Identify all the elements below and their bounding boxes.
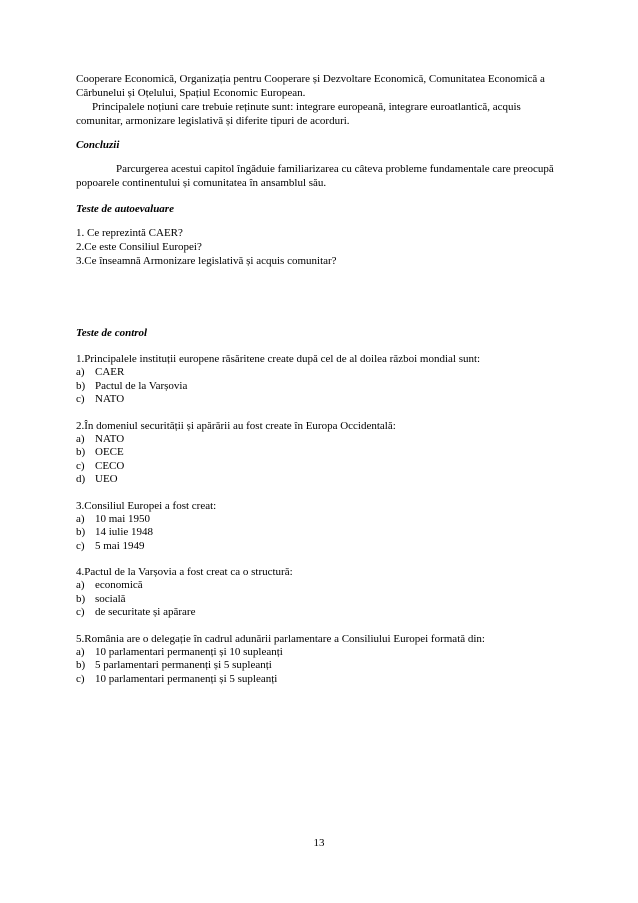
option-item bbox=[76, 593, 566, 607]
page-number: 13 bbox=[313, 837, 325, 849]
option-letter: b) bbox=[76, 592, 86, 605]
option-item bbox=[76, 606, 566, 620]
option-text: 5 parlamentari permanenți și 5 supleanți bbox=[95, 659, 272, 671]
option-text: socială bbox=[95, 592, 126, 605]
conclusions-heading: Concluzii bbox=[76, 139, 120, 151]
document-page bbox=[76, 72, 566, 686]
self-test-item: 3.Ce înseamnă Armonizare legislativă și acquis comunitar? bbox=[76, 255, 337, 267]
option-letter: c) bbox=[76, 606, 85, 618]
option-text: 10 parlamentari permanenți și 10 supleanți bbox=[95, 645, 283, 658]
option-text: NATO bbox=[95, 393, 125, 405]
question-text: 4.Pactul de la Varșovia a fost creat ca o structură: bbox=[76, 566, 293, 578]
option-item bbox=[76, 526, 566, 540]
self-test-item: 1. Ce reprezintă CAER? bbox=[76, 227, 183, 239]
key-notions-paragraph: Principalele noțiuni care trebuie reținute sunt: integrare europeană, integrare euroatlantică, acquis comunitar, armonizare legislativă și diferite tipuri de acorduri. bbox=[76, 101, 521, 127]
options-list bbox=[76, 579, 566, 620]
option-item bbox=[76, 540, 566, 554]
option-text: UEO bbox=[95, 473, 118, 485]
option-letter: c) bbox=[76, 672, 85, 685]
intro-paragraph: Cooperare Economică, Organizația pentru Cooperare și Dezvoltare Economică, Comunitatea Economică a Cărbunelui și Oțelului, Spațiul Economic European. bbox=[76, 73, 545, 99]
option-item bbox=[76, 579, 566, 593]
option-letter: d) bbox=[76, 473, 86, 485]
option-item bbox=[76, 513, 566, 527]
self-test-item: 2.Ce este Consiliul Europei? bbox=[76, 241, 202, 253]
self-tests-heading: Teste de autoevaluare bbox=[76, 203, 174, 215]
option-letter: c) bbox=[76, 459, 85, 472]
question-text: 1.Principalele instituții europene răsăritene create după cel de al doilea război mondial sunt: bbox=[76, 353, 481, 365]
option-letter: a) bbox=[76, 579, 85, 591]
question-block-5 bbox=[76, 632, 566, 687]
option-text: de securitate și apărare bbox=[95, 606, 196, 618]
option-text: economică bbox=[95, 579, 143, 591]
option-item bbox=[76, 473, 566, 487]
question-block-3 bbox=[76, 499, 566, 554]
option-letter: b) bbox=[76, 379, 86, 392]
option-text: OECE bbox=[95, 446, 124, 458]
option-letter: a) bbox=[76, 432, 85, 445]
question-text: 2.În domeniul securității și apărării au fost create în Europa Occidentală: bbox=[76, 419, 396, 432]
options-list bbox=[76, 366, 566, 407]
option-letter: b) bbox=[76, 659, 86, 671]
option-text: 10 mai 1950 bbox=[95, 512, 150, 525]
control-tests-heading: Teste de control bbox=[76, 327, 148, 339]
option-letter: c) bbox=[76, 393, 85, 405]
option-letter: a) bbox=[76, 645, 85, 658]
option-letter: c) bbox=[76, 539, 85, 552]
question-block-4 bbox=[76, 565, 566, 620]
self-tests-list bbox=[76, 226, 566, 268]
option-text: 10 parlamentari permanenți și 5 supleanți bbox=[95, 672, 278, 685]
option-text: 5 mai 1949 bbox=[95, 539, 145, 552]
question-text: 3.Consiliul Europei a fost creat: bbox=[76, 499, 217, 512]
option-text: NATO bbox=[95, 432, 125, 445]
option-item bbox=[76, 366, 566, 380]
conclusions-paragraph: Parcurgerea acestui capitol îngăduie familiarizarea cu câteva probleme fundamentale care preocupă popoarele continentului și comunitatea în ansamblul său. bbox=[76, 163, 554, 189]
options-list bbox=[76, 646, 566, 687]
options-list bbox=[76, 513, 566, 554]
option-text: 14 iulie 1948 bbox=[95, 526, 154, 538]
options-list bbox=[76, 433, 566, 487]
option-item bbox=[76, 460, 566, 474]
option-item bbox=[76, 659, 566, 673]
option-item bbox=[76, 446, 566, 460]
option-item bbox=[76, 380, 566, 394]
option-item bbox=[76, 646, 566, 660]
option-letter: a) bbox=[76, 512, 85, 525]
option-item bbox=[76, 433, 566, 447]
option-letter: b) bbox=[76, 446, 86, 458]
option-text: Pactul de la Varșovia bbox=[95, 379, 188, 392]
option-item bbox=[76, 393, 566, 407]
option-letter: a) bbox=[76, 366, 85, 378]
option-text: CECO bbox=[95, 459, 125, 472]
option-item bbox=[76, 673, 566, 687]
option-letter: b) bbox=[76, 526, 86, 538]
question-block-1 bbox=[76, 352, 566, 407]
option-text: CAER bbox=[95, 366, 125, 378]
question-block-2 bbox=[76, 419, 566, 487]
question-text: 5.România are o delegație în cadrul adunării parlamentare a Consiliului Europei formată din: bbox=[76, 632, 485, 645]
